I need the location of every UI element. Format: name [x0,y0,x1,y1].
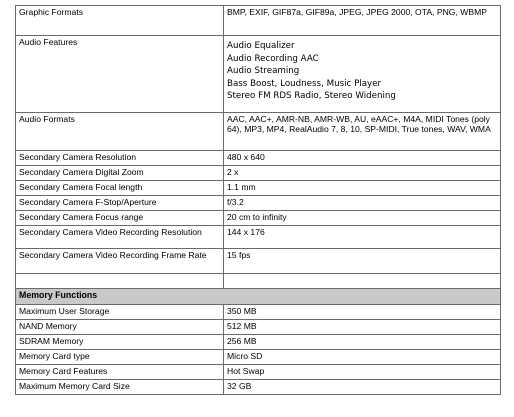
row-value: 32 GB [224,380,501,395]
table-row [16,365,501,380]
section-header-row [16,289,501,305]
section-title: Memory Functions [16,289,501,305]
list-item: Stereo FM RDS Radio, Stereo Widening [227,91,396,101]
row-label: Secondary Camera Focus range [16,211,224,226]
row-label: Maximum User Storage [16,305,224,320]
row-label: SDRAM Memory [16,335,224,350]
row-label: Secondary Camera Video Recording Resolution [16,226,224,249]
row-value: 480 x 640 [224,151,501,166]
row-label: Secondary Camera Resolution [16,151,224,166]
row-label: Graphic Formats [16,6,224,36]
table-row [16,6,501,36]
table-row [16,113,501,151]
row-value: 20 cm to infinity [224,211,501,226]
row-value: AAC, AAC+, AMR-NB, AMR-WB, AU, eAAC+, M4A, MIDI Tones (poly 64), MP3, MP4, RealAudio 7, 8, 10, SP-MIDI, True tones, WAV, WMA [224,113,501,151]
row-label: Audio Features [16,36,224,113]
row-label: Memory Card type [16,350,224,365]
table-row [16,181,501,196]
table-row [16,196,501,211]
list-item: Audio Streaming [227,66,300,76]
row-label: Maximum Memory Card Size [16,380,224,395]
row-value: Micro SD [224,350,501,365]
row-label: Secondary Camera F-Stop/Aperture [16,196,224,211]
table-row [16,305,501,320]
row-value: BMP, EXIF, GIF87a, GIF89a, JPEG, JPEG 2000, OTA, PNG, WBMP [224,6,501,36]
row-value: 256 MB [224,335,501,350]
row-label: NAND Memory [16,320,224,335]
table-row [16,36,501,113]
row-label: Secondary Camera Focal length [16,181,224,196]
row-value: f/3.2 [224,196,501,211]
row-value: 144 x 176 [224,226,501,249]
table-row [16,166,501,181]
table-row [16,151,501,166]
table-row [16,320,501,335]
row-value: 350 MB [224,305,501,320]
row-value: 512 MB [224,320,501,335]
audio-features-list [224,36,501,113]
row-value: 2 x [224,166,501,181]
row-label: Audio Formats [16,113,224,151]
table-row [16,211,501,226]
row-label: Secondary Camera Digital Zoom [16,166,224,181]
table-row [16,335,501,350]
row-label: Secondary Camera Video Recording Frame Rate [16,249,224,274]
row-label: Memory Card Features [16,365,224,380]
row-value: 15 fps [224,249,501,274]
row-value: Hot Swap [224,365,501,380]
table-row [16,249,501,274]
list-item: Audio Recording AAC [227,53,319,64]
table-row [16,226,501,249]
table-row-empty [16,274,501,289]
table-row [16,350,501,365]
list-item: Bass Boost, Loudness, Music Player [227,78,382,89]
spec-table [15,5,501,395]
list-item: Audio Equalizer [227,41,295,51]
row-value: 1.1 mm [224,181,501,196]
table-row [16,380,501,395]
